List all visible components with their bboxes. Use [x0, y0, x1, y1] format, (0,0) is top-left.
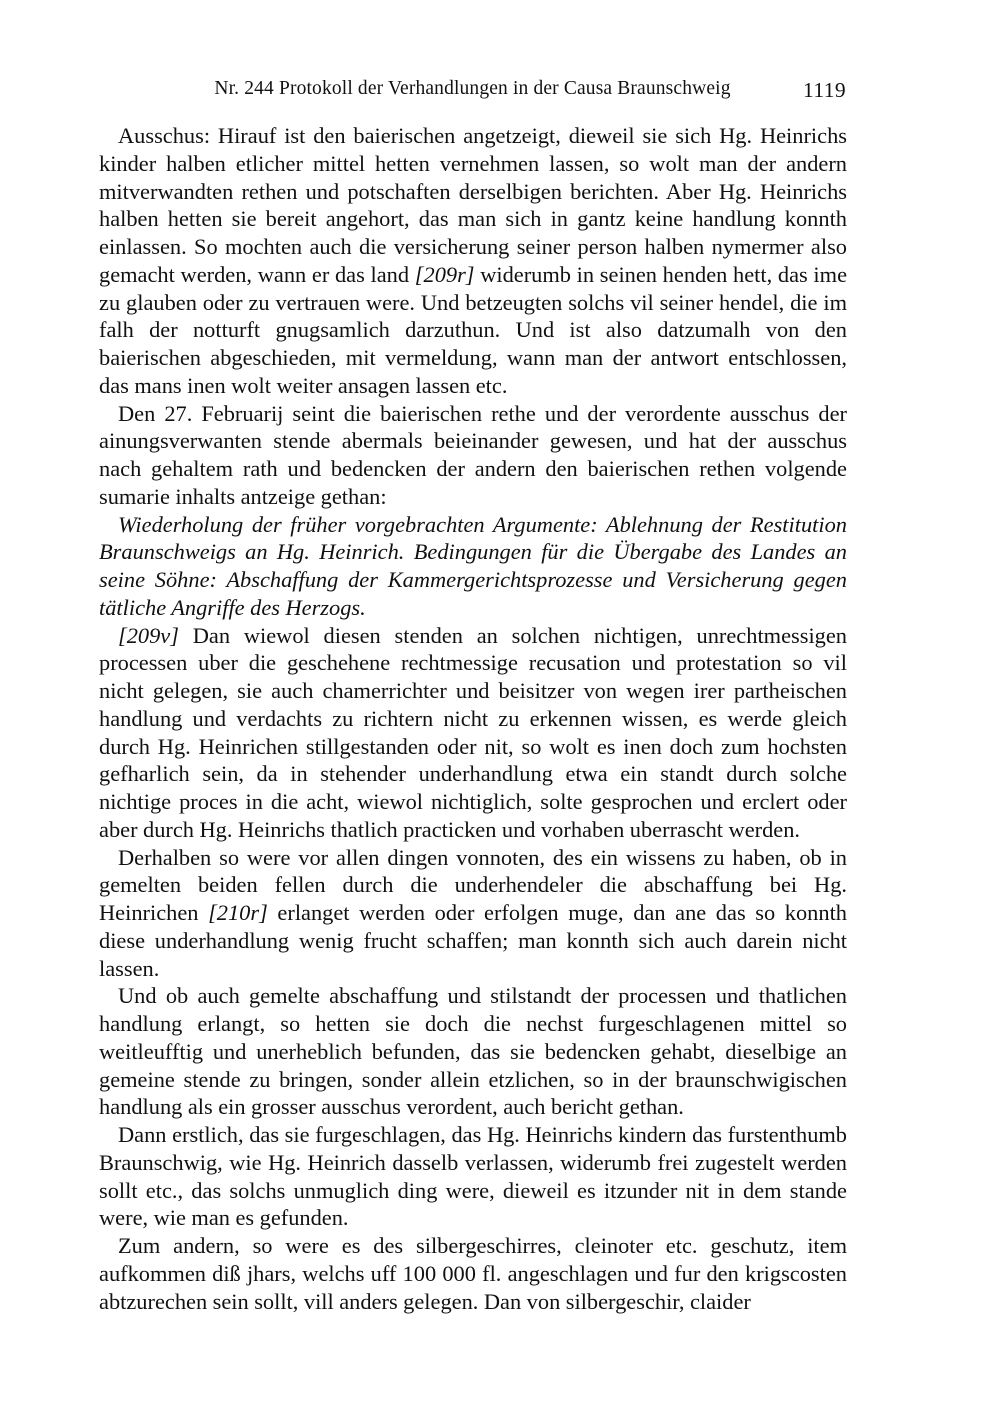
paragraph-zum-andern [99, 1232, 847, 1315]
page-number: 1119 [802, 78, 846, 102]
folio-marker-210r: [210r] [208, 900, 268, 925]
paragraph-text: Ausschus: Hirauf ist den baierischen angetzeigt, dieweil sie sich Hg. Heinrichs kinder halben etlicher mittel hetten vernehmen lassen, so wolt man der andern mitverwandten rethen und potschaften derselbigen berichten. Aber Hg. Heinrichs halben hetten sie bereit angehort, das man sich in gantz keine handlung konnth einlassen. So mochten auch die versicherung seiner person halben nymermer also gemacht werden, wann er das land [99, 123, 847, 287]
body-text-block [99, 122, 847, 1315]
folio-marker-209v: [209v] [118, 622, 179, 648]
paragraph-209v [99, 622, 847, 844]
paragraph-text: Zum andern, so were es des silbergeschirres, cleinoter etc. geschutz, item aufkommen diß jhars, welchs uff 100 000 fl. angeschlagen und fur den krigscosten abtzurechen sein sollt, vill anders gelegen. Dan von silbergeschir, claider [99, 1233, 847, 1314]
paragraph-ausschus [99, 122, 847, 400]
folio-marker-209r: [209r] [414, 261, 475, 287]
paragraph-dann-erstlich [99, 1121, 847, 1232]
paragraph-den-27-februarij [99, 400, 847, 511]
paragraph-text: Und ob auch gemelte abschaffung und stilstandt der processen und thatlichen handlung erlangt, so hetten sie doch die nechst furgeschlagenen mittel so weitleufftig und unerheblich befunden, das sie bedencken gehabt, dieselbige an gemeine stende zu bringen, sonder allein etzlichen, so in der braunschwigischen handlung als ein grosser ausschus verordent, auch bericht gethan. [99, 983, 847, 1120]
running-head [99, 78, 846, 104]
paragraph-derhalben [99, 844, 847, 983]
paragraph-und-ob-auch [99, 982, 847, 1121]
paragraph-editorial-summary [99, 511, 847, 622]
paragraph-text: Derhalben so were vor allen dingen vonnoten, des ein wissens zu haben, ob in gemelten beiden fellen durch die underhendeler die abschaffung bei Hg. Heinrichen [99, 844, 847, 925]
paragraph-text: Den 27. Februarij seint die baierischen rethe und der verordente ausschus der ainungsverwanten stende abermals beieinander gewesen, und hat der ausschus nach gehaltem rath und bedencken der andern den baierischen rethen volgende sumarie inhalts antzeige gethan: [99, 400, 847, 509]
paragraph-text-cont: widerumb in seinen henden hett, das ime zu glauben oder zu vertrauen were. Und betzeugten solchs vil seiner hendel, die im falh der notturft gnugsamlich darzuthun. Und ist also datzumalh von den baierischen abgeschieden, mit vermeldung, wann man der antwort entschlossen, das mans inen wolt weiter ansagen lassen etc. [99, 261, 848, 398]
paragraph-text: Wiederholung der früher vorgebrachten Argumente: Ablehnung der Restitution Braunschweigs an Hg. Heinrich. Bedingungen für die Übergabe des Landes an seine Söhne: Abschaffung der Kammergerichtsprozesse und Versicherung gegen tätliche Angriffe des Herzogs. [99, 511, 847, 620]
running-head-title: Nr. 244 Protokoll der Verhandlungen in der Causa Braunschweig [214, 78, 731, 99]
paragraph-text: Dan wiewol diesen stenden an solchen nichtigen, unrechtmessigen processen uber die geschehene rechtmessige recusation und protestation so vil nicht gelegen, sie auch chamerrichter und beisitzer von wegen irer partheischen handlung und verdachts zu richtern nicht zu erkennen wissen, es werde gleich durch Hg. Heinrichen stillgestanden oder nit, so wolt es inen doch zum hochsten gefharlich sein, da in stehender underhandlung etwa ein standt durch solche nichtige proces in die acht, wiewol nichtiglich, solte gesprochen und erclert oder aber durch Hg. Heinrichs thatlich practicken und vorhaben uberrascht werden. [99, 622, 847, 842]
paragraph-text: Dann erstlich, das sie furgeschlagen, das Hg. Heinrichs kindern das furstenthumb Braunschwig, wie Hg. Heinrich dasselb verlassen, widerumb frei zugestelt werden sollt etc., das solchs unmuglich ding were, dieweil es itzunder nit in dem stande were, wie man es gefunden. [99, 1122, 847, 1231]
paragraph-text-cont: erlanget werden oder erfolgen muge, dan ane das so konnth diese underhandlung wenig frucht schaffen; man konnth sich auch darein nicht lassen. [99, 900, 847, 981]
